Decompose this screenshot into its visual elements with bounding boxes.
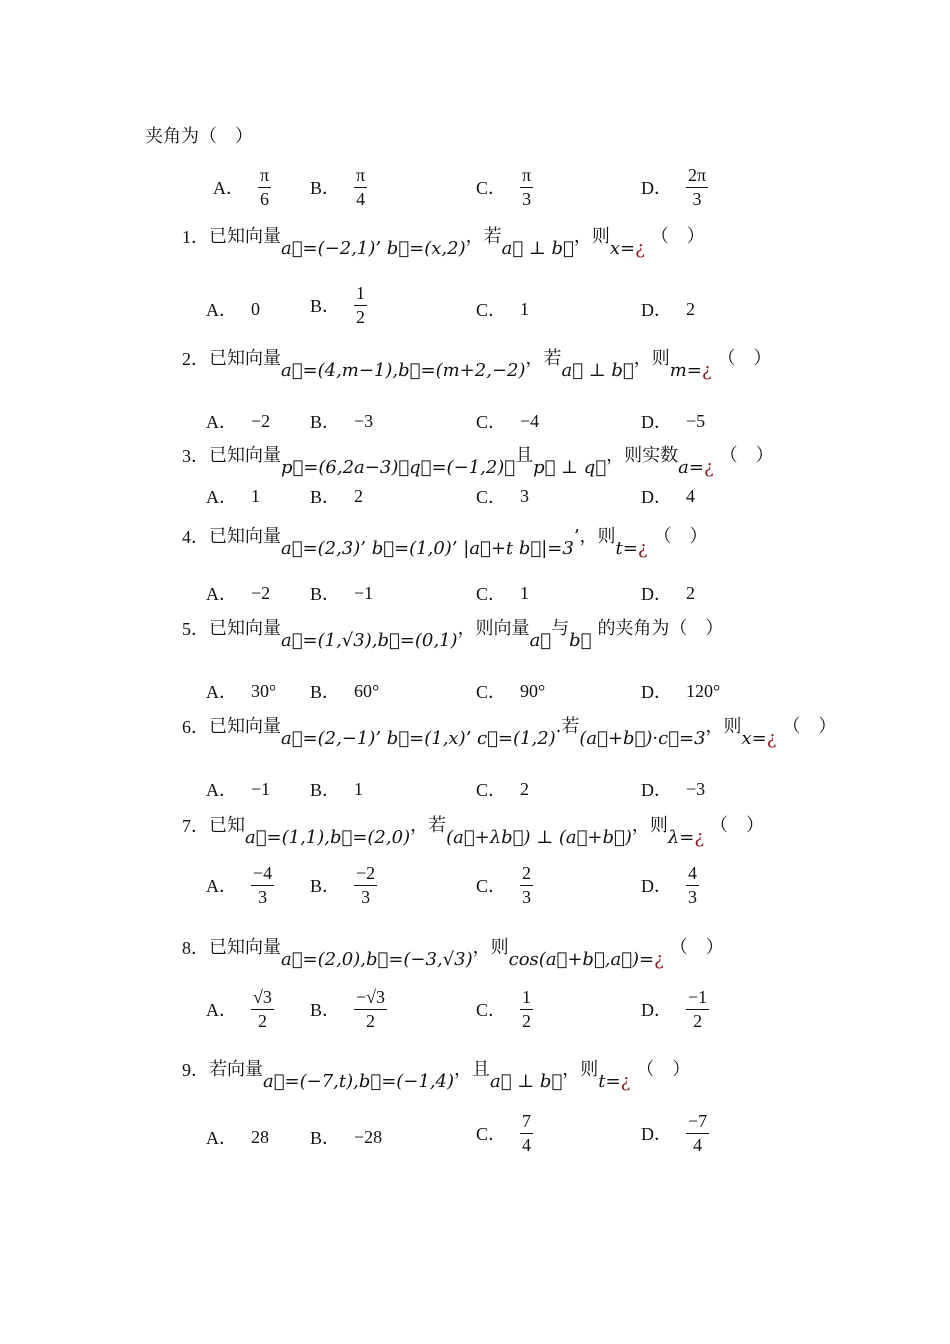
question-text: ，则 xyxy=(633,348,670,369)
question-stem xyxy=(182,716,837,749)
question-math: a⃗=(2,3)’ b⃗=(1,0)’ |a⃗+t b⃗|=3 xyxy=(281,538,574,559)
question-stem xyxy=(182,937,724,970)
option-label: D． xyxy=(641,300,672,320)
option-d xyxy=(641,483,695,509)
option-value: −2 xyxy=(251,582,271,603)
option-label: C． xyxy=(476,780,507,800)
option-value: 0 xyxy=(251,298,260,319)
question-text: ’， xyxy=(573,526,598,547)
question-stem xyxy=(182,618,724,651)
question-math: m= xyxy=(669,360,702,381)
answer-blank-mark: ¿ xyxy=(620,1071,631,1092)
question-text: 已知 xyxy=(209,815,245,836)
option-label: C． xyxy=(476,412,507,432)
option-value: 90° xyxy=(520,680,546,701)
option-label: A． xyxy=(206,584,237,604)
intro-option-a xyxy=(213,166,271,209)
option-b xyxy=(310,284,367,327)
question-number: 8． xyxy=(182,938,209,958)
question-math: a⃗ ⊥ b⃗ xyxy=(490,1071,563,1092)
option-d xyxy=(641,408,705,434)
option-label: A． xyxy=(206,1000,237,1021)
option-label: B． xyxy=(310,780,341,800)
fraction xyxy=(354,284,367,327)
question-math: a⃗=(−2,1)’ b⃗=(x,2) xyxy=(281,238,466,259)
question-math: (a⃗+b⃗)·c⃗=3 xyxy=(579,728,706,749)
question-text: ，若 xyxy=(465,226,502,247)
option-b xyxy=(310,483,363,509)
fraction-numerator: 7 xyxy=(520,1112,533,1134)
answer-paren: （ ） xyxy=(710,815,764,836)
fraction-numerator: −7 xyxy=(686,1112,709,1134)
option-label: D． xyxy=(641,1124,672,1145)
option-label: B． xyxy=(310,682,341,702)
option-label: D． xyxy=(641,682,672,702)
option-value: 28 xyxy=(251,1126,269,1147)
fraction-numerator: −2 xyxy=(354,864,377,886)
option-d xyxy=(641,864,699,907)
option-value: −2 xyxy=(251,410,271,431)
option-value: 2 xyxy=(520,778,530,799)
fraction xyxy=(686,1112,709,1155)
option-label: A． xyxy=(213,178,244,199)
question-number: 6． xyxy=(182,717,209,737)
fraction-numerator: −√3 xyxy=(354,988,387,1010)
question-math: t= xyxy=(598,1071,621,1092)
question-math: a⃗=(2,−1)’ b⃗=(1,x)’ c⃗=(1,2) xyxy=(281,728,556,749)
option-label: B． xyxy=(310,178,341,199)
question-text: 则 xyxy=(597,526,616,547)
question-math: a⃗ ⊥ b⃗ xyxy=(501,238,574,259)
question-text: 已知向量 xyxy=(209,348,281,369)
option-label: A． xyxy=(206,300,237,320)
option-value: −1 xyxy=(354,582,374,603)
question-math: p⃗=(6,2a−3)，q⃗=(−1,2)， xyxy=(281,457,516,478)
option-label: B． xyxy=(310,412,341,432)
option-label: C． xyxy=(476,487,507,507)
option-c xyxy=(476,776,529,802)
option-label: A． xyxy=(206,876,237,897)
option-label: C． xyxy=(476,584,507,604)
answer-paren: （ ） xyxy=(717,348,772,369)
option-label: C． xyxy=(476,1000,507,1021)
answer-paren: 的夹角为（ ） xyxy=(597,618,724,639)
fraction: $\frac{\pi}{3}$ xyxy=(522,165,532,209)
option-value: −28 xyxy=(354,1126,383,1147)
question-math: t= xyxy=(615,538,638,559)
option-value: 2 xyxy=(686,298,695,319)
question-text: 已知向量 xyxy=(209,937,281,958)
question-math: a⃗=(2,0),b⃗=(−3,√3) xyxy=(281,949,473,970)
intro-option-d xyxy=(641,166,708,209)
option-label: C． xyxy=(476,300,507,320)
fraction xyxy=(354,864,377,907)
question-number: 5． xyxy=(182,619,209,639)
question-text: 已知向量 xyxy=(209,226,281,247)
fraction-denominator: 3 xyxy=(688,886,697,907)
option-label: B． xyxy=(310,1128,341,1148)
answer-blank-mark: ¿ xyxy=(654,949,664,970)
question-text: 已知向量 xyxy=(209,618,281,639)
question-text: ，则实数 xyxy=(606,445,679,466)
question-text: ，则 xyxy=(573,226,610,247)
option-c xyxy=(476,408,539,434)
fraction-denominator: 2 xyxy=(693,1010,703,1031)
option-d xyxy=(641,296,695,322)
question-math: a= xyxy=(678,457,704,478)
question-text: 已知向量 xyxy=(209,445,281,466)
option-a xyxy=(206,296,260,322)
option-c xyxy=(476,483,529,509)
option-value: 60° xyxy=(354,680,380,701)
option-label: C． xyxy=(476,682,507,702)
option-b xyxy=(310,678,379,704)
fraction-denominator: 2 xyxy=(257,1010,267,1031)
question-text: 已知向量 xyxy=(209,526,281,547)
fraction xyxy=(520,1112,533,1155)
fraction: $\frac{2\pi}{3}$ xyxy=(688,165,707,209)
fraction-numerator: 1 xyxy=(354,284,367,306)
question-stem xyxy=(182,445,774,478)
question-math: a⃗ xyxy=(529,630,552,651)
answer-blank-mark: ¿ xyxy=(701,360,712,381)
option-label: A． xyxy=(206,412,237,432)
question-stem xyxy=(182,815,764,848)
question-math: a⃗=(4,m−1),b⃗=(m+2,−2) xyxy=(281,360,526,381)
question-text: ，则 xyxy=(631,815,668,836)
option-a xyxy=(206,483,260,509)
fraction-numerator: 1 xyxy=(520,988,533,1010)
fraction-numerator: 2 xyxy=(520,864,533,886)
option-b xyxy=(310,776,363,802)
fraction xyxy=(251,864,274,907)
option-b xyxy=(310,864,377,907)
fraction-denominator: 2 xyxy=(522,1010,532,1031)
fraction xyxy=(520,988,533,1031)
option-c xyxy=(476,864,533,907)
option-b xyxy=(310,988,387,1031)
answer-paren: （ ） xyxy=(650,226,705,247)
option-label: C． xyxy=(476,1124,507,1145)
option-label: A． xyxy=(206,682,237,702)
question-math: x= xyxy=(741,728,767,749)
option-label: A． xyxy=(206,1128,237,1148)
question-text: ，则 xyxy=(562,1059,599,1080)
question-text: 与 xyxy=(551,618,570,639)
option-label: D． xyxy=(641,780,672,800)
option-label: D． xyxy=(641,412,672,432)
option-d xyxy=(641,988,709,1031)
option-label: D． xyxy=(641,1000,672,1021)
answer-paren: （ ） xyxy=(719,445,774,466)
fraction-denominator: 2 xyxy=(356,306,366,327)
option-d xyxy=(641,678,720,704)
question-text: .若 xyxy=(555,716,580,737)
option-a xyxy=(206,580,270,606)
option-label: B． xyxy=(310,1000,341,1021)
fraction-numerator: √3 xyxy=(251,988,274,1010)
question-math: (a⃗+λb⃗) ⊥ (a⃗+b⃗) xyxy=(446,827,632,848)
option-label: A． xyxy=(206,780,237,800)
option-label: D． xyxy=(641,876,672,897)
option-value: 1 xyxy=(520,298,530,319)
option-label: C． xyxy=(476,876,507,897)
fraction-denominator: 3 xyxy=(361,886,371,907)
option-b xyxy=(310,580,373,606)
question-math: b⃗ xyxy=(569,630,592,651)
option-label: B． xyxy=(310,876,341,897)
question-stem xyxy=(182,348,772,381)
option-label: B． xyxy=(310,296,341,317)
fraction-denominator: 4 xyxy=(522,1134,532,1155)
answer-paren: （ ） xyxy=(782,716,837,737)
option-value: −5 xyxy=(686,410,706,431)
question-text: 若向量 xyxy=(209,1059,263,1080)
question-math: a⃗ ⊥ b⃗ xyxy=(561,360,634,381)
option-value: 120° xyxy=(686,680,721,701)
option-a xyxy=(206,1124,269,1150)
fraction xyxy=(520,864,533,907)
option-value: 4 xyxy=(686,485,695,506)
question-text: ，若 xyxy=(525,348,562,369)
option-value: 1 xyxy=(251,485,260,506)
option-value: 1 xyxy=(354,778,364,799)
question-math: cos(a⃗+b⃗,a⃗)= xyxy=(508,949,655,970)
option-c xyxy=(476,296,529,322)
question-number: 9． xyxy=(182,1060,209,1080)
option-c xyxy=(476,678,545,704)
option-value: −3 xyxy=(354,410,374,431)
question-number: 4． xyxy=(182,527,209,547)
option-a xyxy=(206,864,274,907)
question-text: 已知向量 xyxy=(209,716,281,737)
fraction-denominator: 3 xyxy=(522,886,532,907)
option-label: D． xyxy=(641,178,672,199)
answer-blank-mark: ¿ xyxy=(703,457,714,478)
option-label: C． xyxy=(476,178,507,199)
question-math: a⃗=(−7,t),b⃗=(−1,4) xyxy=(263,1071,455,1092)
answer-blank-mark: ¿ xyxy=(635,238,645,259)
option-value: 2 xyxy=(354,485,364,506)
question-text: 且 xyxy=(515,445,534,466)
option-value: −1 xyxy=(251,778,271,799)
question-stem xyxy=(182,526,708,559)
option-c xyxy=(476,1112,533,1155)
intro-option-b xyxy=(310,166,367,209)
option-value: −4 xyxy=(520,410,540,431)
fraction: $\frac{\pi}{4}$ xyxy=(356,165,366,209)
answer-blank-mark: ¿ xyxy=(766,728,777,749)
fraction-denominator: 2 xyxy=(366,1010,376,1031)
question-math: p⃗ ⊥ q⃗ xyxy=(533,457,607,478)
fraction-denominator: 4 xyxy=(693,1134,703,1155)
question-text: ，则向量 xyxy=(457,618,530,639)
option-label: D． xyxy=(641,584,672,604)
fraction-numerator: 4 xyxy=(686,864,699,886)
answer-paren: （ ） xyxy=(653,526,708,547)
question-stem xyxy=(182,1059,691,1092)
answer-paren: （ ） xyxy=(669,937,724,958)
question-math: λ= xyxy=(667,827,695,848)
option-c xyxy=(476,988,533,1031)
fraction-denominator: 3 xyxy=(258,886,268,907)
option-a xyxy=(206,988,274,1031)
option-value: 2 xyxy=(686,582,695,603)
intro-text: 夹角为（ ） xyxy=(145,126,253,147)
question-math: a⃗=(1,√3),b⃗=(0,1) xyxy=(281,630,458,651)
question-text: ，若 xyxy=(410,815,447,836)
fraction xyxy=(251,988,274,1031)
option-a xyxy=(206,678,276,704)
option-d xyxy=(641,580,695,606)
option-label: B． xyxy=(310,487,341,507)
question-stem xyxy=(182,226,705,259)
question-number: 1． xyxy=(182,227,209,247)
question-number: 3． xyxy=(182,446,209,466)
option-label: B． xyxy=(310,584,341,604)
fraction-numerator: −1 xyxy=(686,988,709,1010)
fraction: $\frac{\pi}{6}$ xyxy=(260,165,270,209)
option-value: 30° xyxy=(251,680,277,701)
question-text: ，则 xyxy=(472,937,509,958)
question-text: ，则 xyxy=(705,716,742,737)
answer-paren: （ ） xyxy=(636,1059,691,1080)
answer-blank-mark: ¿ xyxy=(694,827,704,848)
option-a xyxy=(206,408,270,434)
fraction xyxy=(686,988,709,1031)
option-value: 3 xyxy=(520,485,530,506)
fraction-numerator: −4 xyxy=(251,864,274,886)
fraction xyxy=(354,988,387,1031)
option-b xyxy=(310,1124,382,1150)
question-text: ，且 xyxy=(454,1059,491,1080)
option-d xyxy=(641,1112,709,1155)
question-math: a⃗=(1,1),b⃗=(2,0) xyxy=(245,827,411,848)
fraction xyxy=(686,864,699,907)
option-label: A． xyxy=(206,487,237,507)
question-math: x= xyxy=(609,238,636,259)
option-label: D． xyxy=(641,487,672,507)
option-a xyxy=(206,776,270,802)
option-d xyxy=(641,776,705,802)
question-number: 2． xyxy=(182,349,209,369)
option-c xyxy=(476,580,529,606)
option-b xyxy=(310,408,373,434)
option-value: −3 xyxy=(686,778,706,799)
answer-blank-mark: ¿ xyxy=(637,538,648,559)
intro-option-c xyxy=(476,166,533,209)
question-number: 7． xyxy=(182,816,209,836)
option-value: 1 xyxy=(520,582,530,603)
